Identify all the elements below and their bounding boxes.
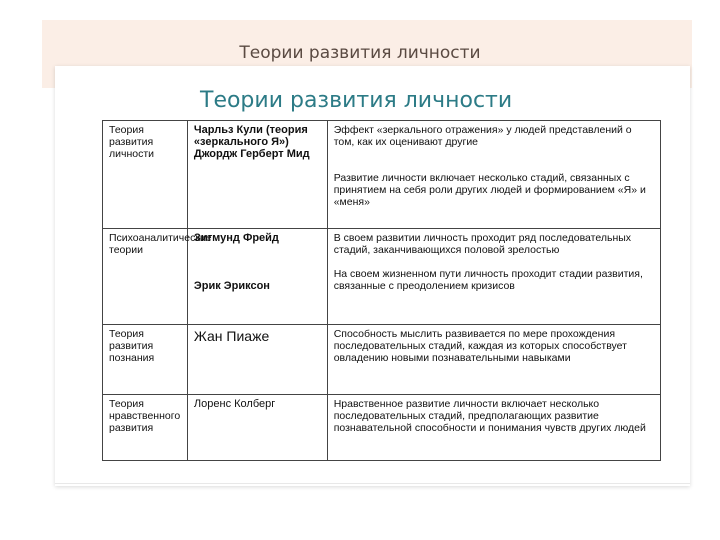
scientist-cell [187,229,327,325]
theory-name: Теория развития познания [109,328,155,364]
scientist-name: Зигмунд Фрейд [193,232,279,244]
scientist-name: Джордж Герберт Мид [193,148,310,160]
theory-name: Психоаналитические теории [109,232,212,256]
table-row [103,325,661,395]
theory-name: Теория нравственного развития [109,398,181,434]
slide-title: Теории развития личности [239,43,481,63]
scientist-name: Жан Пиаже [193,328,270,344]
table-image [55,66,690,486]
description-text: Способность мыслить развивается по мере прохождения последовательных стадий, каждая из которых способствует овладению новыми познавательными навыками [333,328,627,364]
description-text: Нравственное развитие личности включает несколько последовательных стадий, предполагающих развитие познавательной способности и понимания чувств других людей [333,398,646,434]
description-cell [327,325,660,395]
table-row [103,121,661,229]
description-text: На своем жизненном пути личность проходит стадии развития, связанные с преодолением кризисов [333,268,643,292]
theory-cell [103,229,212,325]
scientist-name: Лоренс Колберг [193,398,276,410]
scientist-cell [187,121,327,229]
description-text: Развитие личности включает несколько стадий, связанных с принятием на себя роли других людей и формированием «Я» и «меня» [333,172,646,208]
scientist-name: Чарльз Кули (теория «зеркального Я») [193,124,308,148]
theories-table [102,120,661,461]
divider [55,483,690,484]
table-row [103,395,661,461]
description-cell [327,229,660,325]
scientist-name: Эрик Эриксон [193,280,270,292]
theory-cell [103,395,188,461]
table-row [103,229,661,325]
description-cell [327,121,660,229]
theory-cell [103,121,188,229]
table-title: Теории развития личности [200,88,513,113]
description-cell [327,395,660,461]
scientist-cell [187,395,327,461]
theory-name: Теория развития личности [109,124,155,160]
description-text: Эффект «зеркального отражения» у людей представлений о том, как их оценивают другие [333,124,632,148]
scientist-cell [187,325,327,395]
theory-cell [103,325,188,395]
description-text: В своем развитии личность проходит ряд последовательных стадий, заканчивающихся половой зрелостью [333,232,632,256]
